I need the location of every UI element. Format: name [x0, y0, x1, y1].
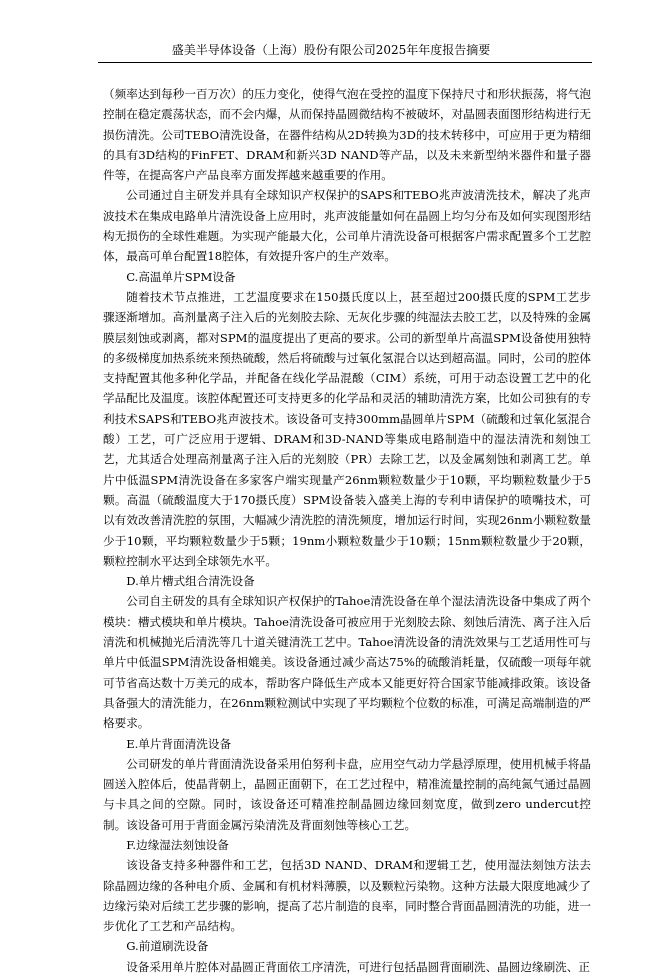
section-heading-e: E.单片背面清洗设备 [126, 736, 232, 751]
header-divider [98, 62, 592, 63]
section-g-paragraph: 设备采用单片腔体对晶圆正背面依工序清洗，可进行包括晶圆背面刷洗、晶圆边缘刷洗、正 [126, 959, 590, 974]
section-heading-f: F.边缘湿法刻蚀设备 [126, 837, 229, 852]
intro-paragraph: 公司通过自主研发并具有全球知识产权保护的SAPS和TEBO兆声波清洗技术，解决了兆声波技术在集成电路单片清洗设备上应用时，兆声波能量如何在晶圆上均匀分布及如何实现图形结构无损伤的全球性难题。为实现产能最大化，公司单片清洗设备可根据客户需求配置多个工艺腔体，最高可单台配置18腔体，有效提升客户的生产效率。 [103, 188, 591, 264]
section-heading-g: G.前道刷洗设备 [126, 939, 209, 954]
report-header [0, 42, 662, 58]
section-e-paragraph: 公司研发的单片背面清洗设备采用伯努利卡盘，应用空气动力学悬浮原理，使用机械手将晶圆送入腔体后，使晶背朝上，晶圆正面朝下，在工艺过程中，精准流量控制的高纯氮气通过晶圆与卡具之间的空隙。同时，该设备还可精准控制晶圆边缘回刻宽度，做到zero undercut控制。该设备可用于背面金属污染清洗及背面刻蚀等核心工艺。 [103, 756, 591, 832]
report-body [103, 84, 591, 977]
report-header-title: 盛美半导体设备（上海）股份有限公司2025年年度报告摘要 [171, 43, 491, 57]
section-c-paragraph: 随着技术节点推进，工艺温度要求在150摄氏度以上，甚至超过200摄氏度的SPM工艺步骤逐渐增加。高剂量离子注入后的光刻胶去除、无灰化步骤的纯湿法去胶工艺，以及特殊的金属膜层刻蚀或剥离，都对SPM的温度提出了更高的要求。公司的新型单片高温SPM设备使用独特的多级梯度加热系统来预热硫酸，然后将硫酸与过氧化氢混合以达到超高温。同时，公司的腔体支持配置其他多种化学品，并配备在线化学品混酸（CIM）系统，可用于动态设置工艺中的化学品配比及温度。该腔体配置还可支持更多的化学品和灵活的辅助清洗方案，比如公司独有的专利技术SAPS和TEBO兆声波技术。该设备可支持300mm晶圆单片SPM（硫酸和过氧化氢混合酸）工艺，可广泛应用于逻辑、DRAM和3D-NAND等集成电路制造中的湿法清洗和刻蚀工艺，尤其适合处理高剂量离子注入后的光刻胶（PR）去除工艺，以及金属刻蚀和剥离工艺。单片中低温SPM清洗设备在多家客户端实现量产26nm颗粒数量少于10颗，平均颗粒数量少于5颗。高温（硫酸温度大于170摄氏度）SPM设备装入盛美上海的专利申请保护的喷嘴技术，可以有效改善清洗腔的氛围，大幅减少清洗腔的清洗频度，增加运行时间，实现26nm小颗粒数量少于10颗，平均颗粒数量少于5颗；19nm小颗粒数量少于10颗；15nm颗粒数量少于20颗，颗粒控制水平达到全球领先水平。 [103, 289, 591, 568]
intro-paragraph: （频率达到每秒一百万次）的压力变化，使得气泡在受控的温度下保持尺寸和形状振荡，将气泡控制在稳定震荡状态，而不会内爆，从而保持晶圆微结构不被破坏，对晶圆表面图形结构进行无损伤清洗。公司TEBO清洗设备，在器件结构从2D转换为3D的技术转移中，可应用于更为精细的具有3D结构的FinFET、DRAM和新兴3D NAND等产品，以及未来新型纳米器件和量子器件等，在提高客户产品良率方面发挥越来越重要的作用。 [103, 87, 591, 183]
section-heading-c: C.高温单片SPM设备 [126, 269, 236, 284]
section-f-paragraph: 该设备支持多种器件和工艺，包括3D NAND、DRAM和逻辑工艺，使用湿法刻蚀方法去除晶圆边缘的各种电介质、金属和有机材料薄膜，以及颗粒污染物。这种方法最大限度地减少了边缘污染对后续工艺步骤的影响，提高了芯片制造的良率，同时整合背面晶圆清洗的功能，进一步优化了工艺和产品结构。 [103, 858, 591, 934]
section-d-paragraph: 公司自主研发的具有全球知识产权保护的Tahoe清洗设备在单个湿法清洗设备中集成了两个模块：槽式模块和单片模块。Tahoe清洗设备可被应用于光刻胶去除、刻蚀后清洗、离子注入后清洗和机械抛光后清洗等几十道关键清洗工艺中。Tahoe清洗设备的清洗效果与工艺适用性可与单片中低温SPM清洗设备相媲美。该设备通过减少高达75%的硫酸消耗量，仅硫酸一项每年就可节省高达数十万美元的成本，帮助客户降低生产成本又能更好符合国家节能减排政策。该设备具备强大的清洗能力，在26nm颗粒测试中实现了平均颗粒个位数的标准，可满足高端制造的严格要求。 [103, 594, 591, 731]
section-heading-d: D.单片槽式组合清洗设备 [126, 574, 255, 589]
